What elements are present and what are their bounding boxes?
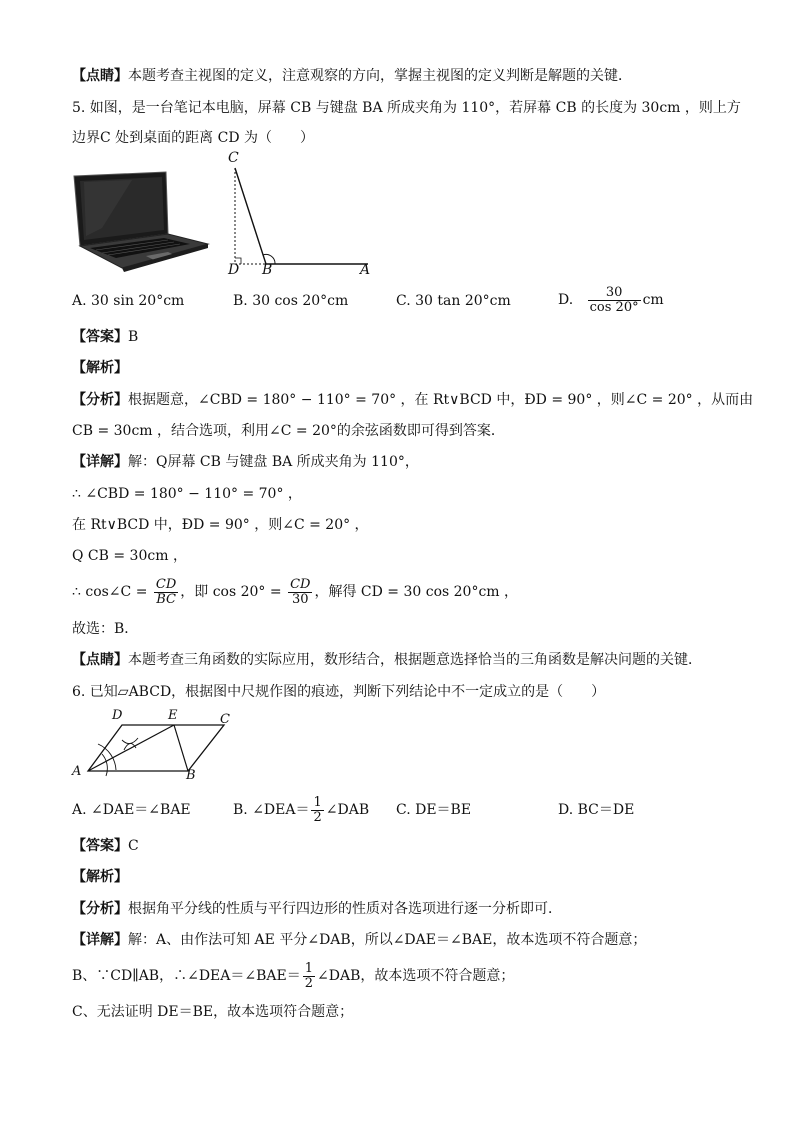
- q5-geometry-figure: [222, 150, 382, 280]
- fraction-numerator: 30: [588, 286, 641, 301]
- cd-over-bc-fraction: [154, 578, 178, 607]
- fraction-numerator: 1: [313, 794, 322, 810]
- fraction-denominator: 30: [291, 591, 309, 607]
- dianjing-tag: 【点睛】: [72, 68, 128, 84]
- fenxi-text-1: 根据题意，∠CBD = 180° − 110° = 70° ，在 Rt∨BCD 中，ÐD = 90° ，则∠C = 20° ，从而由: [128, 392, 754, 408]
- q5-fenxi-line2: CB = 30cm ，结合选项，利用∠C = 20°的余弦函数即可得到答案．: [72, 423, 505, 439]
- q5-step-2: ∴ ∠CBD = 180° − 110° = 70° ，: [72, 486, 302, 502]
- q5-step-5: [72, 570, 754, 614]
- q5-step-3: 在 Rt∨BCD 中，ÐD = 90° ，则∠C = 20° ，: [72, 517, 369, 533]
- label-B: B: [186, 768, 196, 783]
- xiangjie-b-suffix: ∠DAB，故本选项不符合题意；: [317, 968, 515, 984]
- half-fraction: [311, 796, 323, 825]
- q6-option-c: C. DE＝BE: [396, 802, 472, 818]
- q5-step-4: Q CB = 30cm ，: [72, 548, 187, 564]
- cb-line: [235, 168, 266, 264]
- fraction-denominator: 2: [304, 975, 314, 991]
- q6-option-b-prefix: B. ∠DEA＝: [233, 802, 310, 818]
- step5-part-b: ，即 cos 20° =: [180, 584, 282, 600]
- q6-xiangjie-a: [72, 930, 754, 950]
- xiangjie-text-a: 解：A、由作法可知 AE 平分∠DAB，所以∠DAE＝∠BAE，故本选项不符合题意；: [128, 932, 647, 948]
- label-D: D: [228, 262, 240, 278]
- label-C: C: [228, 150, 239, 166]
- dianjing-line-prev: [72, 66, 754, 86]
- dianjing-text: 本题考查主视图的定义，注意观察的方向，掌握主视图的定义判断是解题的关键．: [128, 68, 632, 84]
- label-A: A: [72, 764, 82, 779]
- answer-tag: 【答案】: [72, 838, 128, 854]
- answer-tag: 【答案】: [72, 329, 128, 345]
- q6-option-a: A. ∠DAE＝∠BAE: [72, 802, 191, 818]
- step5-part-c: ，解得 CD = 30 cos 20°cm ，: [314, 584, 519, 600]
- q5-option-d-unit: cm: [642, 292, 664, 308]
- fraction-numerator: CD: [155, 576, 177, 592]
- fraction-denominator: BC: [156, 591, 176, 607]
- dianjing-tag: 【点睛】: [72, 652, 128, 668]
- q6-stem: 6. 已知▱ABCD，根据图中尺规作图的痕迹，判断下列结论中不一定成立的是（ ）: [72, 684, 606, 700]
- fraction-denominator: cos 20°: [589, 299, 639, 315]
- q5-xiangjie-line1: [72, 452, 754, 472]
- q6-option-b-suffix: ∠DAB: [325, 802, 370, 818]
- eb-line: [174, 725, 188, 771]
- q6-xiangjie-b: [72, 956, 754, 996]
- q6-analysis-tag: 【解析】: [72, 869, 128, 885]
- q6-xiangjie-c: C、无法证明 DE＝BE，故本选项符合题意；: [72, 1004, 354, 1020]
- q5-option-d-fraction: [588, 286, 641, 315]
- q5-fenxi-line1: [72, 390, 754, 410]
- q5-answer: [72, 327, 754, 347]
- compass-arc-c: [122, 738, 138, 744]
- q6-option-d: D. BC＝DE: [558, 802, 635, 818]
- q5-choose: 故选：B．: [72, 621, 139, 637]
- label-C: C: [220, 712, 230, 727]
- fenxi-text: 根据角平分线的性质与平行四边形的性质对各选项进行逐一分析即可．: [128, 901, 562, 917]
- q5-option-d-prefix: D.: [558, 292, 574, 308]
- answer-value: C: [128, 838, 139, 854]
- label-A: A: [360, 262, 371, 278]
- dianjing-text: 本题考查三角函数的实际应用，数形结合，根据题意选择恰当的三角函数是解决问题的关键．: [128, 652, 702, 668]
- fraction-denominator: 2: [313, 809, 322, 825]
- answer-value: B: [128, 329, 139, 345]
- q6-answer: [72, 836, 754, 856]
- xiangjie-tag: 【详解】: [72, 454, 128, 470]
- xiangjie-b-prefix: B、∵CD∥AB，∴∠DEA＝∠BAE＝: [72, 968, 301, 984]
- parallelogram-abcd: [88, 725, 224, 771]
- q6-fenxi: [72, 899, 754, 919]
- q5-analysis-tag: 【解析】: [72, 360, 128, 376]
- q5-stem-line2: 边界C 处到桌面的距离 CD 为（ ）: [72, 130, 314, 146]
- q5-option-a: A. 30 sin 20°cm: [72, 293, 185, 309]
- q5-option-c: C. 30 tan 20°cm: [396, 293, 511, 309]
- cd-over-30-fraction: [288, 578, 312, 607]
- q5-option-b: B. 30 cos 20°cm: [233, 293, 349, 309]
- q5-stem-line1: 5. 如图，是一台笔记本电脑，屏幕 CB 与键盘 BA 所成夹角为 110°，若屏幕 CB 的长度为 30cm ，则上方: [72, 100, 741, 116]
- ae-line: [88, 725, 174, 771]
- compass-arc-a: [102, 754, 107, 776]
- fenxi-tag: 【分析】: [72, 392, 128, 408]
- fenxi-tag: 【分析】: [72, 901, 128, 917]
- half-fraction: [303, 962, 315, 991]
- label-E: E: [168, 708, 178, 723]
- q6-option-b: [233, 790, 369, 830]
- step5-part-a: ∴ cos∠C =: [72, 584, 148, 600]
- xiangjie-tag: 【详解】: [72, 932, 128, 948]
- fraction-numerator: CD: [290, 576, 311, 592]
- q5-option-d: [558, 280, 664, 320]
- label-B: B: [262, 262, 273, 278]
- xiangjie-text-1: 解：Q屏幕 CB 与键盘 BA 所成夹角为 110°，: [128, 454, 419, 470]
- fraction-numerator: 1: [304, 960, 314, 976]
- laptop-image: [72, 168, 210, 276]
- label-D: D: [112, 708, 123, 723]
- q6-parallelogram-figure: [72, 708, 242, 786]
- q5-dianjing: [72, 650, 754, 670]
